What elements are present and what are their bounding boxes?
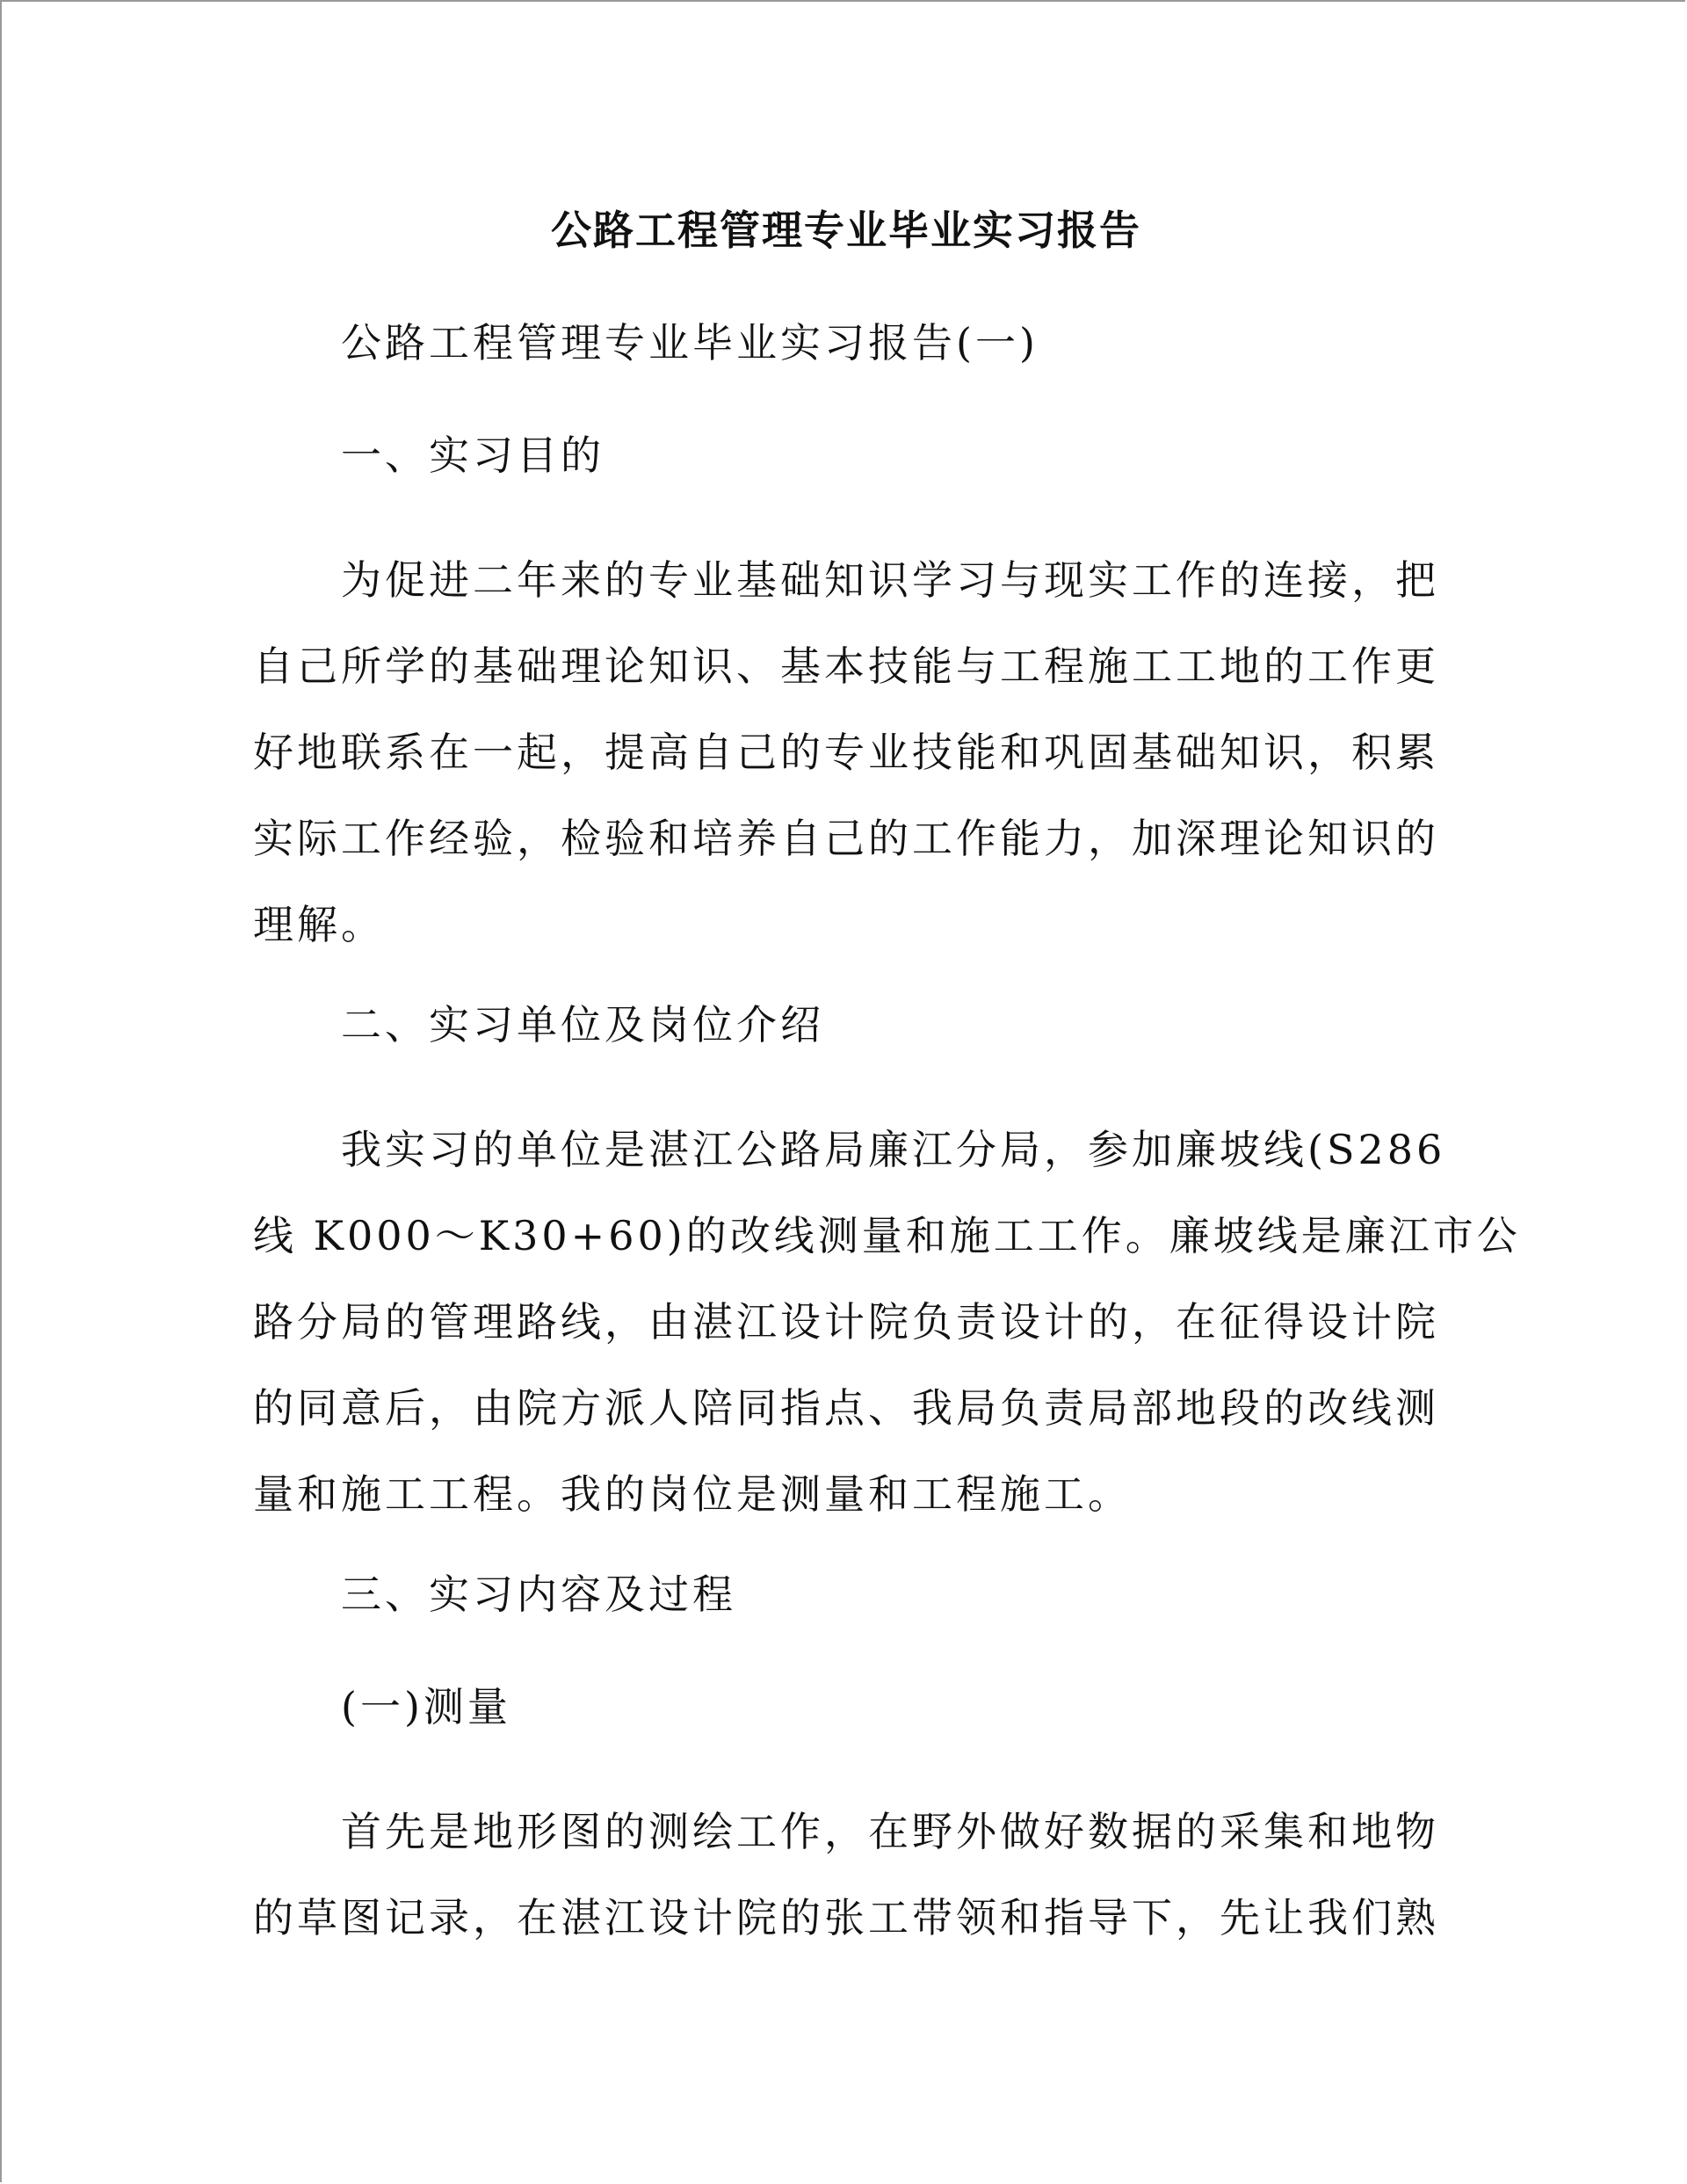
paragraph-line: 实际工作经验，检验和培养自己的工作能力，加深理论知识的 bbox=[253, 815, 1439, 862]
section-heading-content: 三、实习内容及过程 bbox=[341, 1571, 736, 1618]
paragraph-line: 自己所学的基础理论知识、基本技能与工程施工工地的工作更 bbox=[253, 642, 1439, 690]
report-subtitle: 公路工程管理专业毕业实习报告(一) bbox=[341, 319, 1039, 366]
paragraph-line: 的草图记录，在湛江设计院的张工带领和指导下，先让我们熟 bbox=[253, 1894, 1439, 1941]
subsection-heading-survey: (一)测量 bbox=[341, 1683, 511, 1731]
paragraph-line: 首先是地形图的测绘工作，在野外做好数据的采集和地物 bbox=[341, 1808, 1439, 1855]
paragraph-line: 的同意后，由院方派人陪同指点、我局负责局部地段的改线测 bbox=[253, 1384, 1439, 1432]
section-heading-unit: 二、实习单位及岗位介绍 bbox=[341, 1001, 824, 1048]
paragraph-line: 线 K000～K30+60)的改线测量和施工工作。廉坡线是廉江市公 bbox=[253, 1212, 1521, 1259]
paragraph-purpose bbox=[253, 537, 1439, 968]
document-title: 公路工程管理专业毕业实习报告 bbox=[551, 207, 1141, 254]
paragraph-line: 路分局的管理路线，由湛江设计院负责设计的，在征得设计院 bbox=[253, 1298, 1439, 1346]
paragraph-line: 为促进二年来的专业基础知识学习与现实工作的连接，把 bbox=[341, 556, 1439, 604]
section-heading-purpose: 一、实习目的 bbox=[341, 432, 605, 479]
paragraph-line: 好地联系在一起，提高自己的专业技能和巩固基础知识，积累 bbox=[253, 729, 1439, 776]
paragraph-unit bbox=[253, 1107, 1521, 1537]
paragraph-line: 我实习的单位是湛江公路局廉江分局，参加廉坡线(S286 bbox=[341, 1126, 1446, 1173]
paragraph-line: 量和施工工程。我的岗位是测量和工程施工。 bbox=[253, 1470, 1132, 1518]
paragraph-survey bbox=[253, 1789, 1439, 1961]
document-body bbox=[253, 200, 1521, 1987]
paragraph-line: 理解。 bbox=[253, 901, 385, 948]
